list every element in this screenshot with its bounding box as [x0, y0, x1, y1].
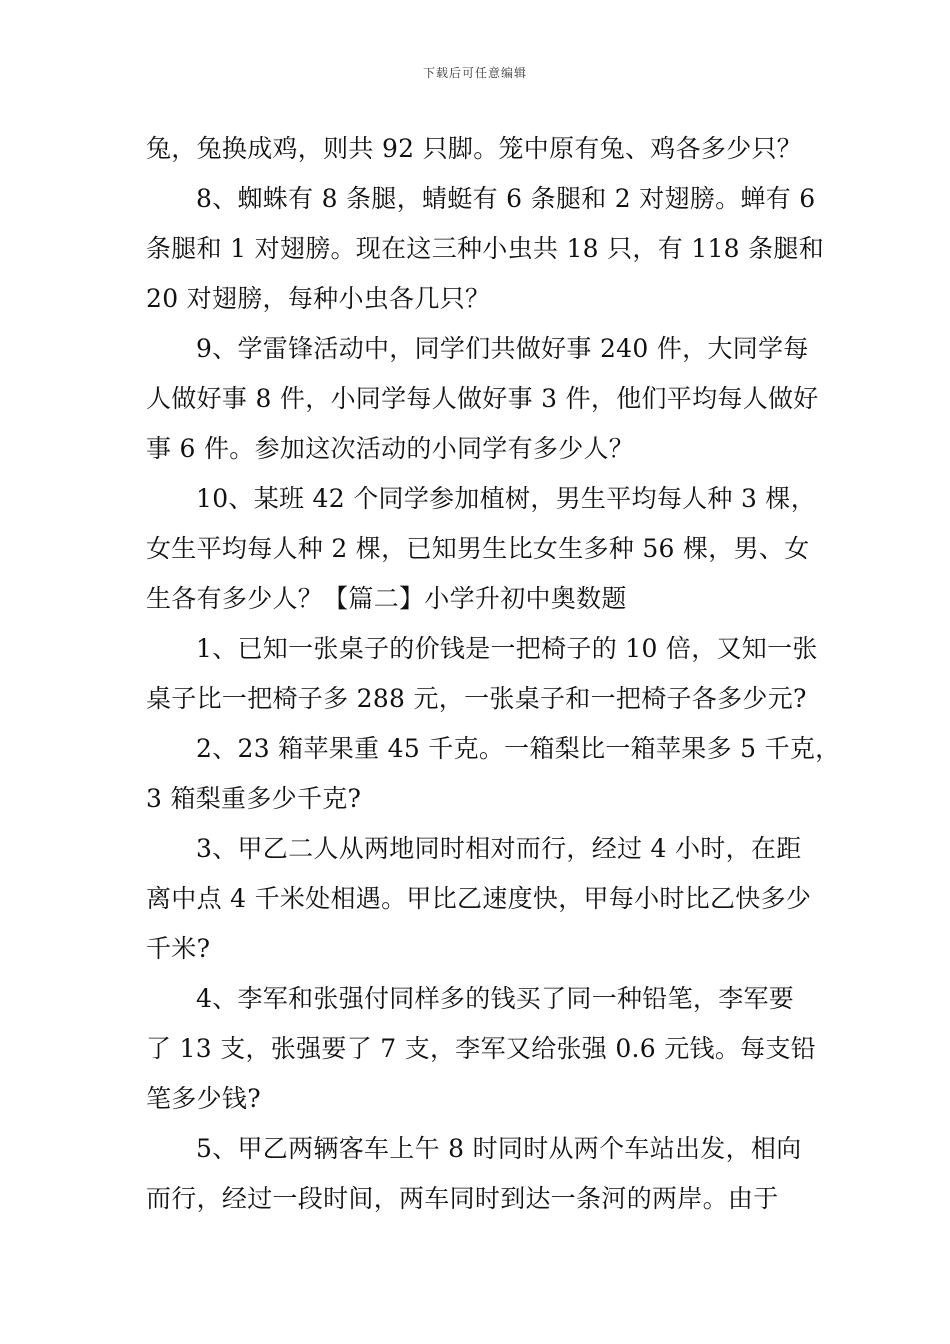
- text-line: 桌子比一把椅子多 288 元，一张桌子和一把椅子各多少元?: [146, 684, 807, 713]
- text-line: 离中点 4 千米处相遇。甲比乙速度快，甲每小时比乙快多少: [146, 884, 812, 913]
- text-line: 千米?: [146, 934, 211, 963]
- text-line: 女生平均每人种 2 棵，已知男生比女生多种 56 棵，男、女: [146, 534, 810, 563]
- text-line: 4、李军和张强付同样多的钱买了同一种铅笔，李军要: [196, 984, 795, 1013]
- text-line: 事 6 件。参加这次活动的小同学有多少人？: [146, 434, 635, 463]
- text-line: 10、某班 42 个同学参加植树，男生平均每人种 3 棵，: [196, 484, 817, 513]
- text-line: 20 对翅膀，每种小虫各几只？: [146, 284, 491, 313]
- text-line: 生各有多少人？【篇二】小学升初中奥数题: [146, 584, 627, 613]
- text-line: 笔多少钱?: [146, 1084, 261, 1113]
- page-header: 下载后可任意编辑: [422, 66, 527, 80]
- text-line: 9、学雷锋活动中，同学们共做好事 240 件，大同学每: [196, 334, 809, 363]
- text-line: 3 箱梨重多少千克?: [146, 784, 362, 813]
- text-line: 8、蜘蛛有 8 条腿，蜻蜓有 6 条腿和 2 对翅膀。蝉有 6: [196, 184, 816, 213]
- text-line: 1、已知一张桌子的价钱是一把椅子的 10 倍，又知一张: [196, 634, 818, 663]
- document-body: [146, 124, 841, 1224]
- text-line: 5、甲乙两辆客车上午 8 时同时从两个车站出发，相向: [196, 1134, 802, 1163]
- text-line: 2、23 箱苹果重 45 千克。一箱梨比一箱苹果多 5 千克，: [196, 734, 841, 763]
- text-line: 兔，兔换成鸡，则共 92 只脚。笼中原有兔、鸡各多少只？: [146, 134, 803, 163]
- text-line: 了 13 支，张强要了 7 支，李军又给张强 0.6 元钱。每支铅: [146, 1034, 817, 1063]
- text-line: 条腿和 1 对翅膀。现在这三种小虫共 18 只，有 118 条腿和: [146, 234, 825, 263]
- text-line: 3、甲乙二人从两地同时相对而行，经过 4 小时，在距: [196, 834, 802, 863]
- text-line: 人做好事 8 件，小同学每人做好事 3 件，他们平均每人做好: [146, 384, 819, 413]
- text-line: 而行，经过一段时间，两车同时到达一条河的两岸。由于: [146, 1184, 779, 1213]
